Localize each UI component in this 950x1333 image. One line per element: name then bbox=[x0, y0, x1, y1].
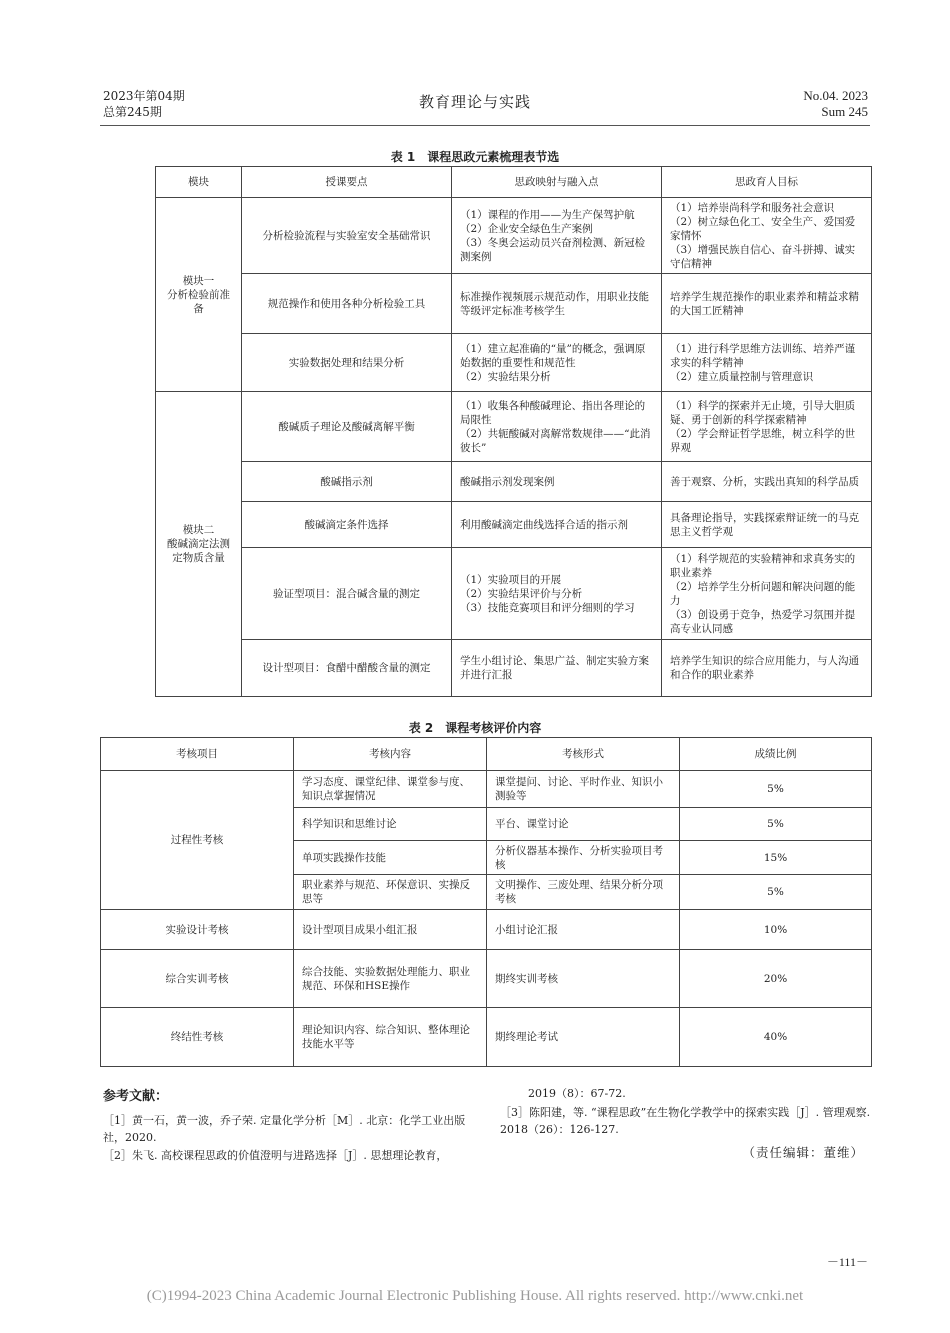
table1-caption: 表 1 课程思政元素梳理表节选 bbox=[390, 150, 560, 164]
journal-title: 教育理论与实践 bbox=[418, 93, 531, 111]
goal-cell: 善于观察、分析，实践出真知的科学品质 bbox=[662, 462, 872, 502]
table1 bbox=[155, 166, 872, 697]
score-ratio: 20% bbox=[680, 950, 872, 1008]
table2 bbox=[100, 737, 872, 1067]
assessment-content: 理论知识内容、综合知识、整体理论技能水平等 bbox=[294, 1008, 487, 1067]
mapping-cell: 酸碱指示剂发现案例 bbox=[452, 462, 662, 502]
score-ratio: 10% bbox=[680, 910, 872, 950]
goal-cell: （1）培养崇尚科学和服务社会意识 （2）树立绿色化工、安全生产、爱国爱家情怀 （3）增强民族自信心、奋斗拼搏、诚实守信精神 bbox=[662, 198, 872, 274]
teaching-point: 酸碱质子理论及酸碱离解平衡 bbox=[242, 392, 452, 462]
table2-header-cell: 考核形式 bbox=[487, 738, 680, 771]
reference-1: ［1］黄一石，黄一波，乔子荣. 定量化学分析［M］. 北京：化学工业出版社，2020. bbox=[103, 1114, 466, 1144]
table-row bbox=[101, 771, 872, 808]
score-ratio: 5% bbox=[680, 808, 872, 841]
module-cell: 模块二 酸碱滴定法测定物质含量 bbox=[156, 392, 242, 697]
mapping-cell: （1）课程的作用——为生产保驾护航 （2）企业安全绿色生产案例 （3）冬奥会运动员兴奋剂检测、新冠检测案例 bbox=[452, 198, 662, 274]
table1-header-row bbox=[156, 167, 872, 198]
table2-header-cell: 成绩比例 bbox=[680, 738, 872, 771]
table2-header-cell: 考核项目 bbox=[101, 738, 294, 771]
assessment-item: 终结性考核 bbox=[101, 1008, 294, 1067]
goal-cell: 培养学生知识的综合应用能力，与人沟通和合作的职业素养 bbox=[662, 640, 872, 697]
teaching-point: 酸碱滴定条件选择 bbox=[242, 502, 452, 548]
teaching-point: 规范操作和使用各种分析检验工具 bbox=[242, 274, 452, 334]
table1-header-cell: 模块 bbox=[156, 167, 242, 198]
header-rule bbox=[100, 125, 870, 126]
issue-number-en: No.04. 2023 bbox=[803, 88, 868, 103]
assessment-form: 文明操作、三废处理、结果分析分项考核 bbox=[487, 875, 680, 910]
responsible-editor: （责任编辑：董维） bbox=[742, 1145, 864, 1160]
score-ratio: 5% bbox=[680, 875, 872, 910]
mapping-cell: （1）收集各种酸碱理论、指出各理论的局限性 （2）共轭酸碱对离解常数规律——“此消彼长” bbox=[452, 392, 662, 462]
teaching-point: 验证型项目：混合碱含量的测定 bbox=[242, 548, 452, 640]
goal-cell: 培养学生规范操作的职业素养和精益求精的大国工匠精神 bbox=[662, 274, 872, 334]
assessment-content: 单项实践操作技能 bbox=[294, 841, 487, 875]
assessment-content: 职业素养与规范、环保意识、实操反思等 bbox=[294, 875, 487, 910]
goal-cell: （1）科学规范的实验精神和求真务实的职业素养 （2）培养学生分析问题和解决问题的能力 （3）创设勇于竞争，热爱学习氛围并提高专业认同感 bbox=[662, 548, 872, 640]
table-row bbox=[156, 392, 872, 462]
table-row bbox=[156, 502, 872, 548]
reference-3: ［3］陈阳建，等. “课程思政”在生物化学教学中的探索实践［J］. 管理观察. 2018（26）：126-127. bbox=[500, 1106, 871, 1136]
assessment-content: 科学知识和思维讨论 bbox=[294, 808, 487, 841]
reference-2-continued: 2019（8）：67-72. bbox=[528, 1087, 626, 1100]
assessment-form: 小组讨论汇报 bbox=[487, 910, 680, 950]
table-row bbox=[101, 910, 872, 950]
assessment-form: 课堂提问、讨论、平时作业、知识小测验等 bbox=[487, 771, 680, 808]
assessment-form: 平台、课堂讨论 bbox=[487, 808, 680, 841]
table1-header-cell: 思政育人目标 bbox=[662, 167, 872, 198]
mapping-cell: （1）建立起准确的“量”的概念，强调原始数据的重要性和规范性 （2）实验结果分析 bbox=[452, 334, 662, 392]
table1-header-cell: 授课要点 bbox=[242, 167, 452, 198]
mapping-cell: 标准操作视频展示规范动作，用职业技能等级评定标准考核学生 bbox=[452, 274, 662, 334]
table1-header-cell: 思政映射与融入点 bbox=[452, 167, 662, 198]
table-row bbox=[156, 548, 872, 640]
mapping-cell: 学生小组讨论、集思广益、制定实验方案并进行汇报 bbox=[452, 640, 662, 697]
copyright-watermark: (C)1994-2023 China Academic Journal Electronic Publishing House. All rights reserved. http://www.cnki.net bbox=[146, 1288, 804, 1304]
references-title: 参考文献： bbox=[103, 1089, 169, 1104]
score-ratio: 15% bbox=[680, 841, 872, 875]
teaching-point: 设计型项目：食醋中醋酸含量的测定 bbox=[242, 640, 452, 697]
reference-2: ［2］朱飞. 高校课程思政的价值澄明与进路选择［J］. 思想理论教育， bbox=[103, 1149, 448, 1162]
assessment-form: 期终理论考试 bbox=[487, 1008, 680, 1067]
page-number: －111－ bbox=[826, 1255, 868, 1269]
goal-cell: （1）科学的探索并无止境，引导大胆质疑、勇于创新的科学探索精神 （2）学会辩证哲学思维，树立科学的世界观 bbox=[662, 392, 872, 462]
issue-number: 2023年第04期 bbox=[103, 89, 185, 103]
table-row bbox=[101, 950, 872, 1008]
teaching-point: 实验数据处理和结果分析 bbox=[242, 334, 452, 392]
assessment-form: 分析仪器基本操作、分析实验项目考核 bbox=[487, 841, 680, 875]
assessment-form: 期终实训考核 bbox=[487, 950, 680, 1008]
table2-header-row bbox=[101, 738, 872, 771]
table-row bbox=[156, 334, 872, 392]
issue-total-en: Sum 245 bbox=[821, 104, 868, 119]
table-row bbox=[156, 462, 872, 502]
assessment-content: 综合技能、实验数据处理能力、职业规范、环保和HSE操作 bbox=[294, 950, 487, 1008]
table-row bbox=[156, 640, 872, 697]
issue-info-en bbox=[803, 88, 868, 120]
assessment-item: 实验设计考核 bbox=[101, 910, 294, 950]
table-row bbox=[101, 1008, 872, 1067]
assessment-item: 综合实训考核 bbox=[101, 950, 294, 1008]
goal-cell: （1）进行科学思维方法训练、培养严谨求实的科学精神 （2）建立质量控制与管理意识 bbox=[662, 334, 872, 392]
score-ratio: 5% bbox=[680, 771, 872, 808]
issue-total: 总第245期 bbox=[103, 105, 162, 119]
teaching-point: 酸碱指示剂 bbox=[242, 462, 452, 502]
assessment-content: 学习态度、课堂纪律、课堂参与度、知识点掌握情况 bbox=[294, 771, 487, 808]
module-cell: 模块一 分析检验前准备 bbox=[156, 198, 242, 392]
teaching-point: 分析检验流程与实验室安全基础常识 bbox=[242, 198, 452, 274]
table-row bbox=[156, 274, 872, 334]
goal-cell: 具备理论指导，实践探索辩证统一的马克思主义哲学观 bbox=[662, 502, 872, 548]
score-ratio: 40% bbox=[680, 1008, 872, 1067]
assessment-item: 过程性考核 bbox=[101, 771, 294, 910]
table2-caption: 表 2 课程考核评价内容 bbox=[408, 721, 542, 735]
assessment-content: 设计型项目成果小组汇报 bbox=[294, 910, 487, 950]
mapping-cell: 利用酸碱滴定曲线选择合适的指示剂 bbox=[452, 502, 662, 548]
mapping-cell: （1）实验项目的开展 （2）实验结果评价与分析 （3）技能竞赛项目和评分细则的学习 bbox=[452, 548, 662, 640]
table-row bbox=[156, 198, 872, 274]
table2-header-cell: 考核内容 bbox=[294, 738, 487, 771]
